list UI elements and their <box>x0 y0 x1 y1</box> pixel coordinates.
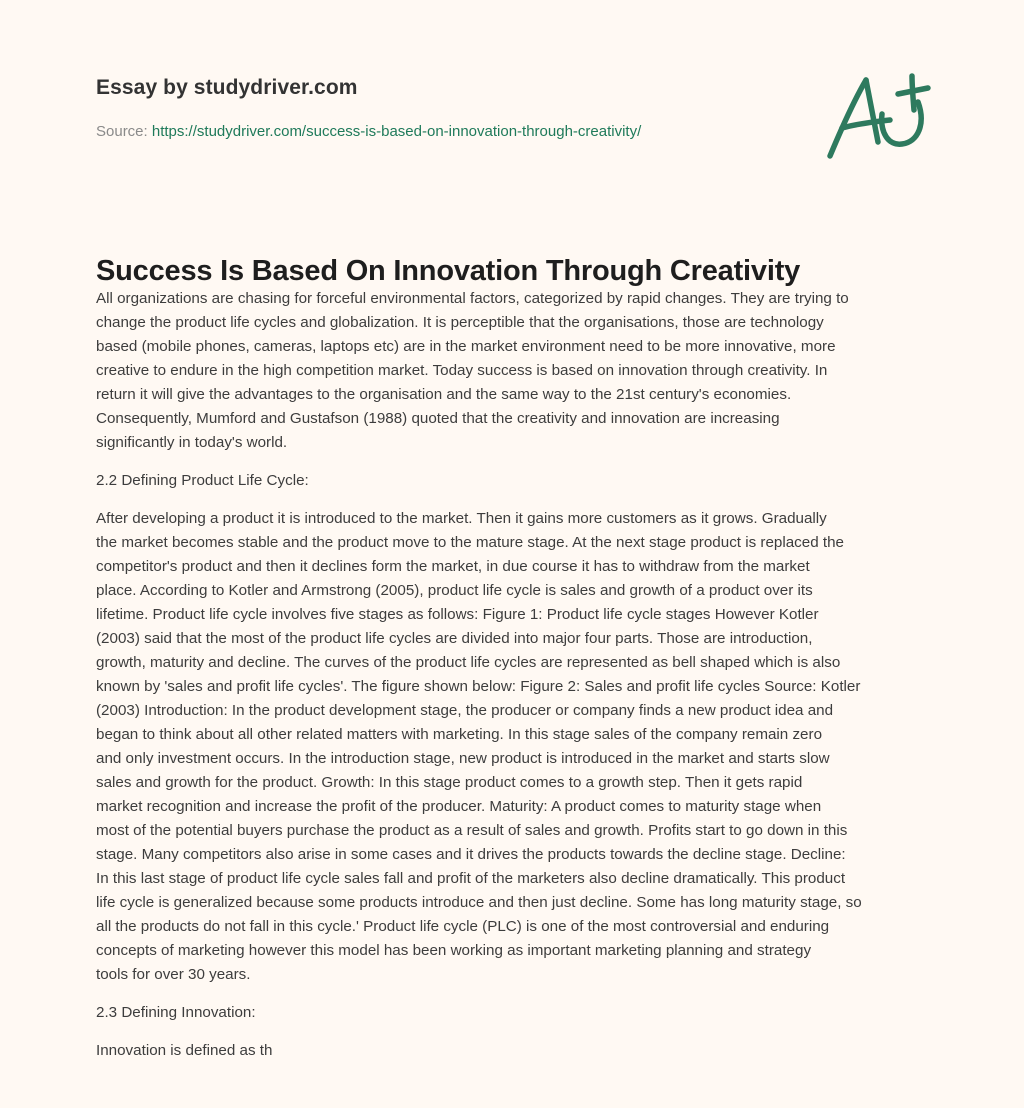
essay-page <box>96 0 936 1059</box>
text-line: After developing a product it is introduced to the market. Then it gains more customers as it grows. Gradually <box>96 510 827 527</box>
text-line: stage. Many competitors also arise in some cases and it drives the products towards the decline stage. Decline: <box>96 846 846 863</box>
site-brand: Essay by studydriver.com <box>96 76 358 99</box>
text-line: return it will give the advantages to the organisation and the same way to the 21st century's economies. <box>96 386 792 403</box>
text-line: and only investment occurs. In the introduction stage, new product is introduced in the market and starts slow <box>96 750 830 767</box>
text-line: tools for over 30 years. <box>96 966 251 983</box>
text-line: began to think about all other related matters with marketing. In this stage sales of the company remain zero <box>96 726 823 743</box>
text-line: change the product life cycles and globalization. It is perceptible that the organisations, those are technology <box>96 314 824 331</box>
product-life-cycle-paragraph <box>96 507 934 987</box>
section-heading-innovation: 2.3 Defining Innovation: <box>96 1004 256 1021</box>
text-line: the market becomes stable and the product move to the mature stage. At the next stage product is replaced the <box>96 534 844 551</box>
source-line <box>96 123 641 140</box>
text-line: based (mobile phones, cameras, laptops etc) are in the market environment need to be more innovative, more <box>96 338 836 355</box>
text-line: market recognition and increase the profit of the producer. Maturity: A product comes to maturity stage when <box>96 798 822 815</box>
text-line: concepts of marketing however this model has been working as important marketing planning and strategy <box>96 942 812 959</box>
text-line: most of the potential buyers purchase the product as a result of sales and growth. Profits start to go down in this <box>96 822 848 839</box>
essay-title: Success Is Based On Innovation Through Creativity <box>96 255 801 287</box>
text-line: (2003) Introduction: In the product development stage, the producer or company finds a new product idea and <box>96 702 834 719</box>
source-label: Source: <box>96 123 148 140</box>
text-line: Consequently, Mumford and Gustafson (1988) quoted that the creativity and innovation are increasing <box>96 410 780 427</box>
text-line: known by 'sales and profit life cycles'. The figure shown below: Figure 2: Sales and profit life cycles Source: Kotler <box>96 678 861 695</box>
text-line: In this last stage of product life cycle sales fall and profit of the marketers also decline dramatically. This product <box>96 870 846 887</box>
section-heading-product-life-cycle: 2.2 Defining Product Life Cycle: <box>96 472 309 489</box>
essay-body <box>96 287 934 1077</box>
text-line: sales and growth for the product. Growth: In this stage product comes to a growth step. Then it gets rapid <box>96 774 803 791</box>
text-line: significantly in today's world. <box>96 434 288 451</box>
text-line: (2003) said that the most of the product life cycles are divided into major four parts. Those are introduction, <box>96 630 813 647</box>
intro-paragraph <box>96 287 934 455</box>
text-line: growth, maturity and decline. The curves of the product life cycles are represented as bell shaped which is also <box>96 654 841 671</box>
text-line: creative to endure in the high competition market. Today success is based on innovation through creativity. In <box>96 362 828 379</box>
text-line: competitor's product and then it declines form the market, in due course it has to withdraw from the market <box>96 558 810 575</box>
a-plus-grade-icon <box>822 66 932 166</box>
text-line: life cycle is generalized because some products introduce and then just decline. Some has long maturity stage, so <box>96 894 862 911</box>
innovation-paragraph: Innovation is defined as th <box>96 1042 273 1059</box>
text-line: place. According to Kotler and Armstrong (2005), product life cycle is sales and growth of a product over its <box>96 582 813 599</box>
text-line: lifetime. Product life cycle involves five stages as follows: Figure 1: Product life cycle stages However Kotler <box>96 606 819 623</box>
text-line: all the products do not fall in this cycle.' Product life cycle (PLC) is one of the most controversial and enduring <box>96 918 830 935</box>
text-line: All organizations are chasing for forceful environmental factors, categorized by rapid changes. They are trying to <box>96 290 849 307</box>
source-link[interactable]: https://studydriver.com/success-is-based-on-innovation-through-creativity/ <box>151 123 642 140</box>
page-header <box>96 0 936 230</box>
